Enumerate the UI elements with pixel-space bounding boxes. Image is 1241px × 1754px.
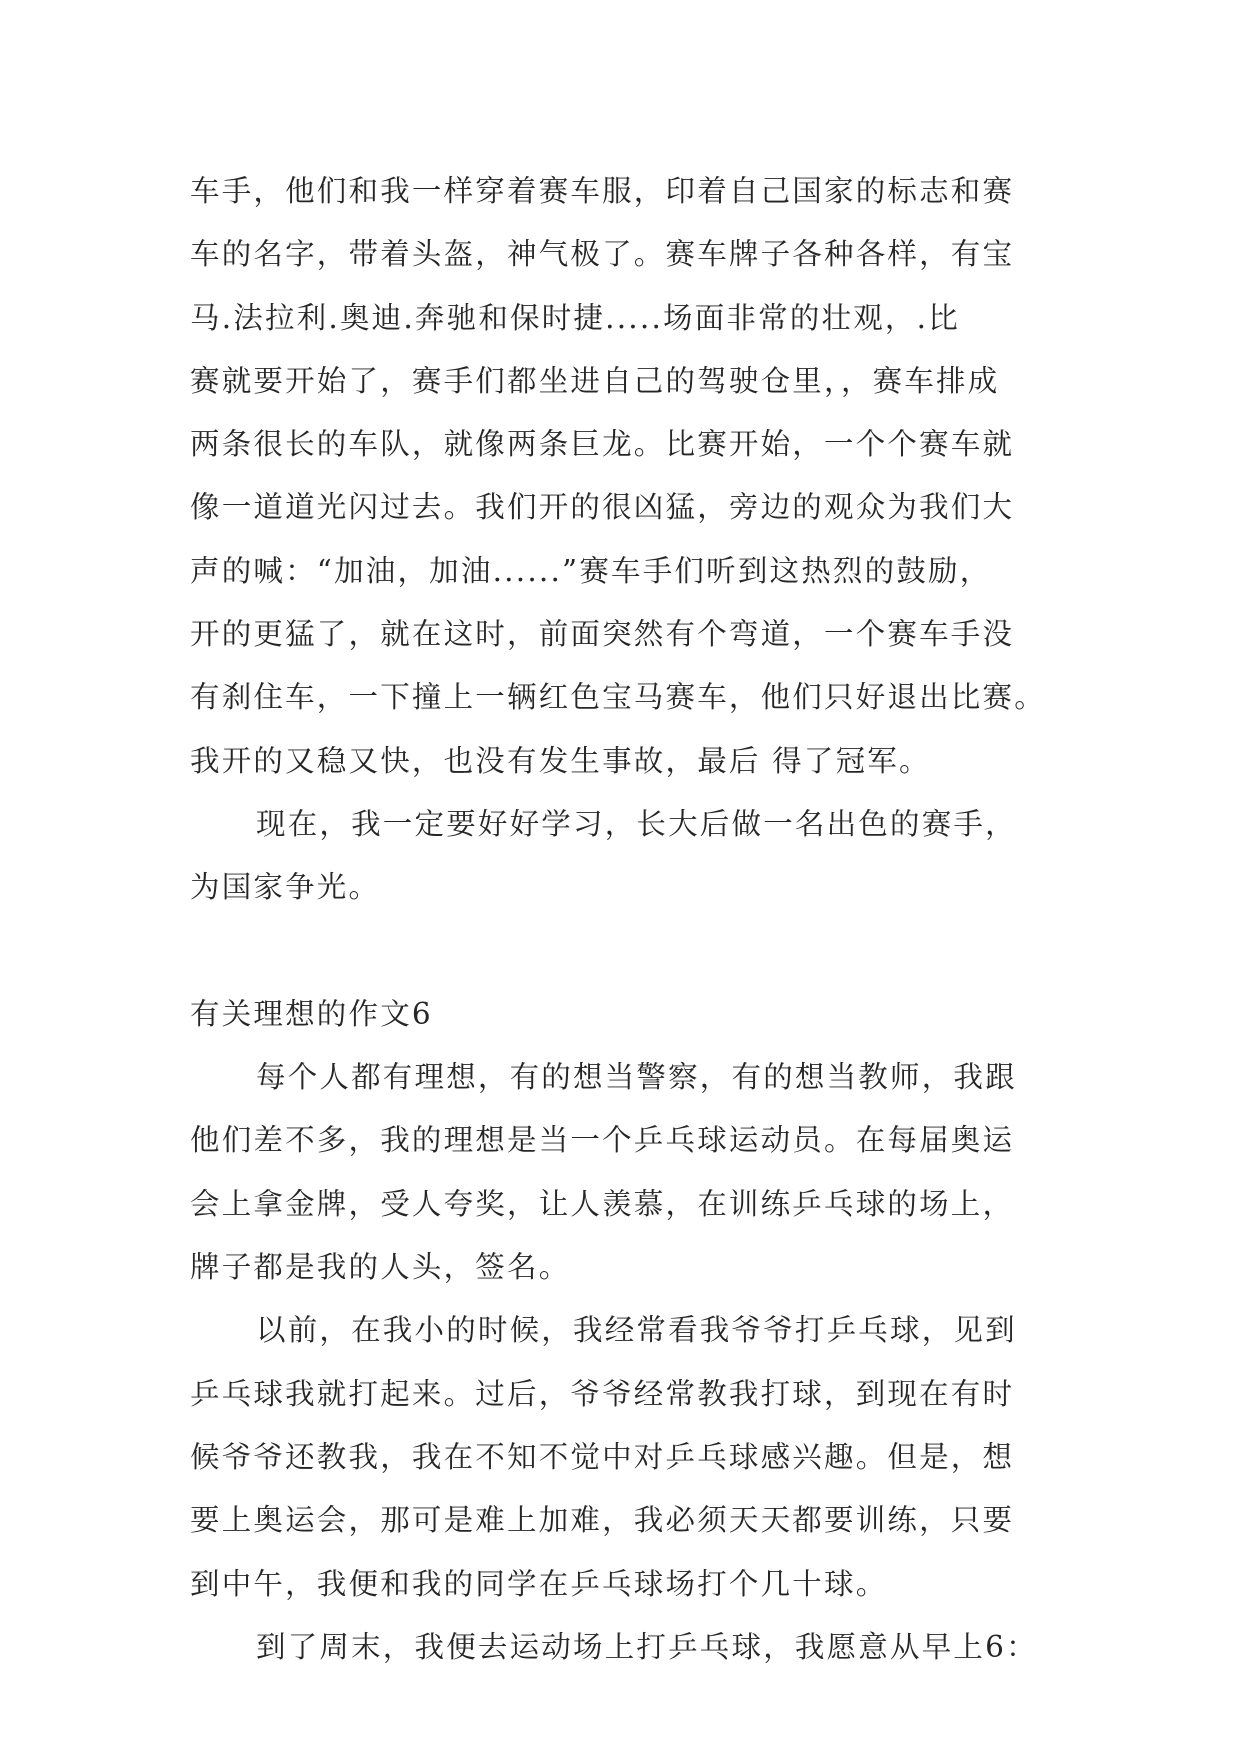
- text-line: 车手，他们和我一样穿着赛车服，印着自己国家的标志和赛: [190, 174, 1015, 208]
- text-line: 会上拿金牌，受人夸奖，让人羡慕，在训练乒乓球的场上，: [190, 1186, 1015, 1221]
- text-line: 两条很长的车队，就像两条巨龙。比赛开始，一个个赛车就: [190, 427, 1015, 462]
- paragraph-race-story: [190, 160, 1070, 793]
- blank-line: [190, 920, 1070, 983]
- essay-heading: 有关理想的作文6: [190, 996, 433, 1031]
- text-line: 乒乓球我就打起来。过后，爷爷经常教我打球，到现在有时: [190, 1376, 1015, 1411]
- text-line: 牌子都是我的人头，签名。: [190, 1250, 571, 1285]
- text-line: 到中午，我便和我的同学在乒乓球场打个几十球。: [190, 1566, 888, 1601]
- text-line: 有刹住车，一下撞上一辆红色宝马赛车，他们只好退出比赛。: [190, 680, 1046, 715]
- text-line: 以前，在我小的时候，我经常看我爷爷打乒乓球，见到: [256, 1313, 1017, 1348]
- text-line: 我开的又稳又快，也没有发生事故，最后 得了冠军。: [190, 743, 931, 778]
- text-line: 候爷爷还教我，我在不知不觉中对乒乓球感兴趣。但是，想: [190, 1439, 1015, 1474]
- text-line: 赛就要开始了，赛手们都坐进自己的驾驶仓里，，赛车排成: [190, 363, 1000, 398]
- paragraph-ideal-intro: [190, 1046, 1070, 1299]
- text-line: 要上奥运会，那可是难上加难，我必须天天都要训练，只要: [190, 1503, 1015, 1538]
- text-line: 车的名字，带着头盔，神气极了。赛车牌子各种各样，有宝: [190, 237, 1015, 272]
- text-line: 他们差不多，我的理想是当一个乒乓球运动员。在每届奥运: [190, 1123, 1015, 1158]
- text-line: 马.法拉利.奥迪.奔驰和保时捷.....场面非常的壮观，.比: [190, 300, 960, 335]
- paragraph-weekend: [190, 1616, 1070, 1679]
- paragraph-childhood: [190, 1299, 1070, 1615]
- text-line: 为国家争光。: [190, 870, 381, 905]
- text-line: 每个人都有理想，有的想当警察，有的想当教师，我跟: [256, 1060, 1017, 1095]
- text-line: 开的更猛了，就在这时，前面突然有个弯道，一个赛车手没: [190, 617, 1015, 652]
- text-line: 现在，我一定要好好学习，长大后做一名出色的赛手，: [256, 806, 1017, 841]
- text-line: 声的喊：“加油，加油......”赛车手们听到这热烈的鼓励，: [190, 553, 992, 588]
- text-line: 像一道道光闪过去。我们开的很凶猛，旁边的观众为我们大: [190, 490, 1015, 525]
- document-body: [190, 160, 1070, 1679]
- paragraph-closing: [190, 793, 1070, 920]
- text-line: 到了周末，我便去运动场上打乒乓球，我愿意从早上6：: [256, 1629, 1038, 1664]
